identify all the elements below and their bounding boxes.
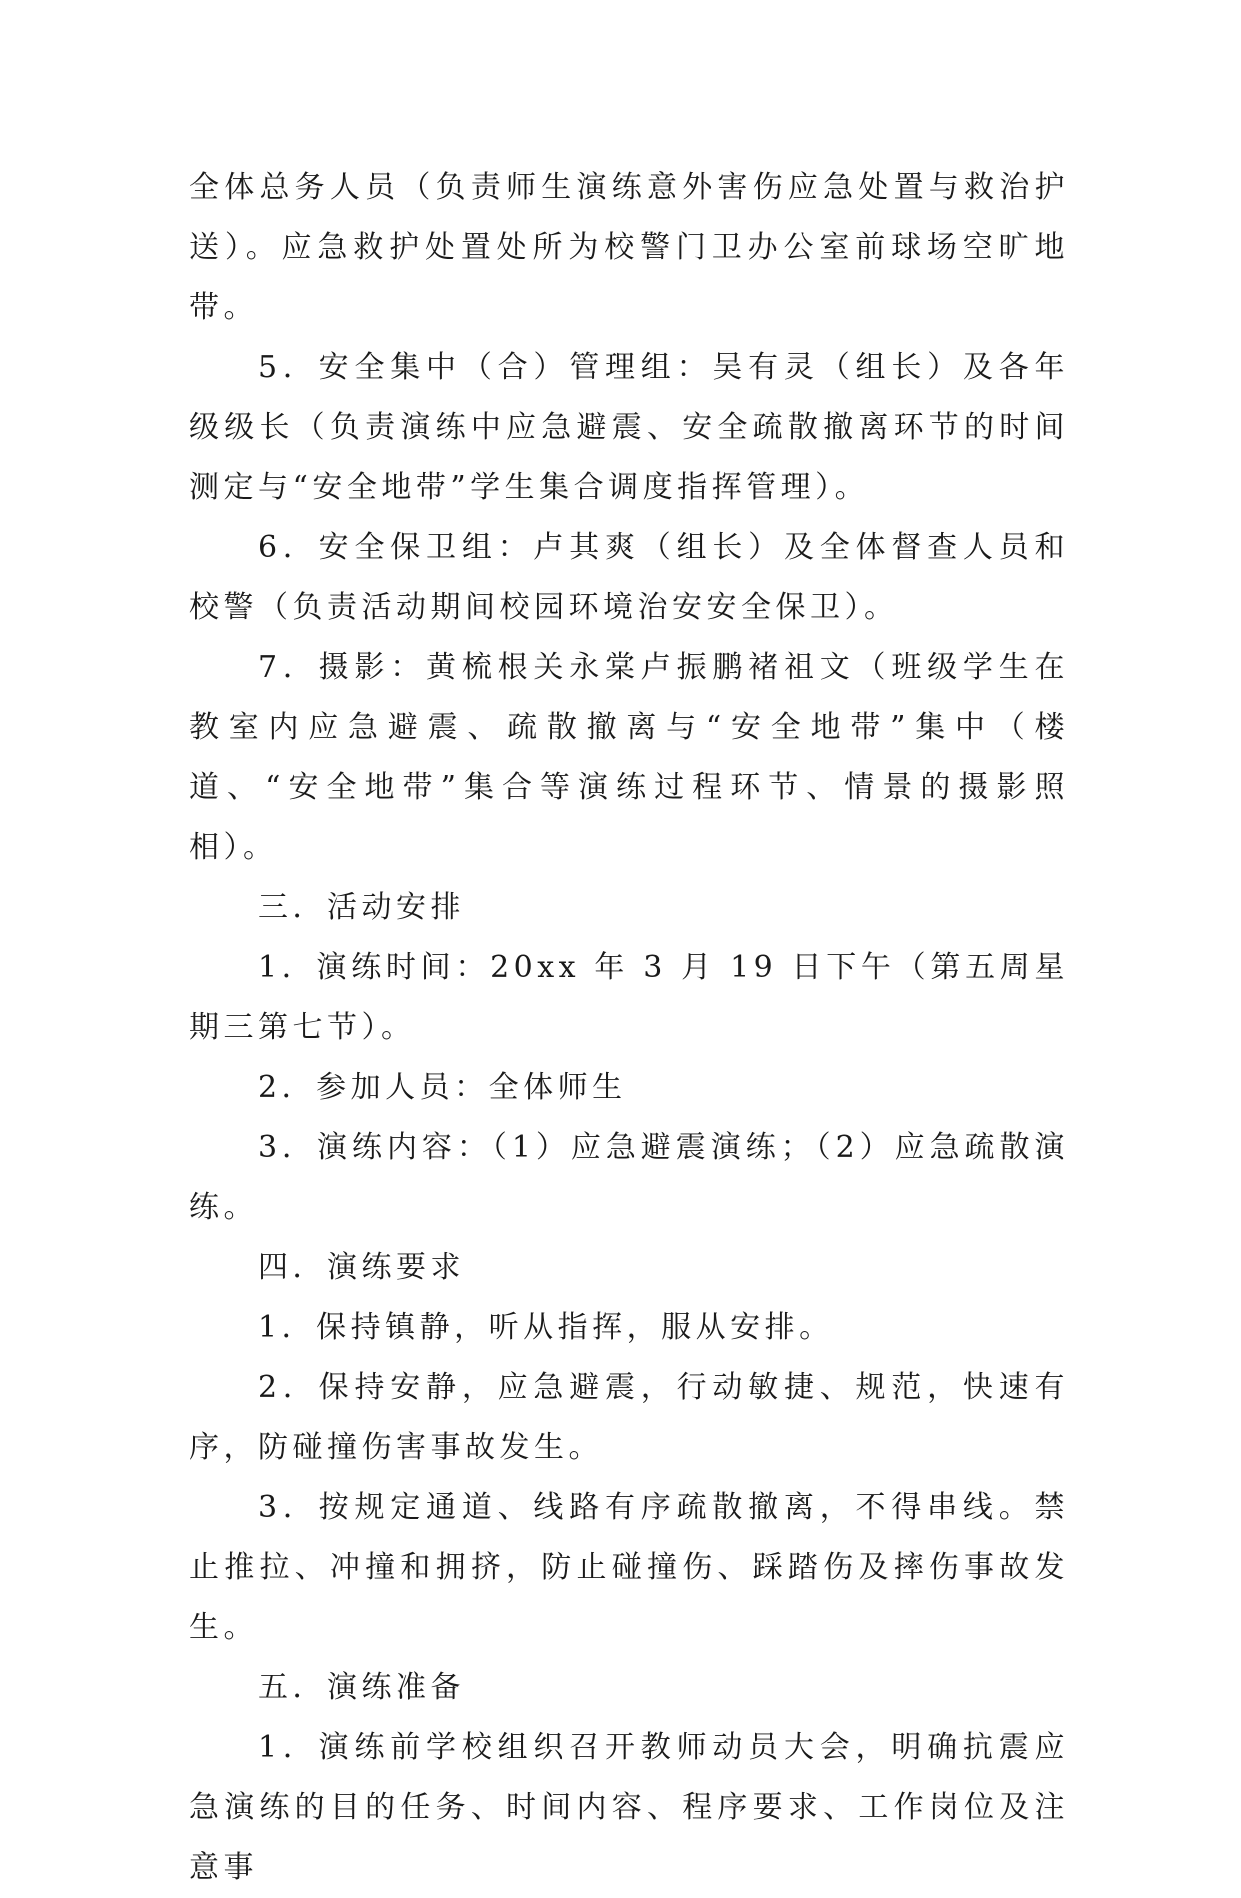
paragraph-general-affairs: 全体总务人员（负责师生演练意外害伤应急处置与救治护送）。应急救护处置处所为校警门卫办公室前球场空旷地带。 bbox=[189, 170, 1069, 325]
paragraph-drill-time: 1．演练时间：20xx 年 3 月 19 日下午（第五周星期三第七节）。 bbox=[189, 950, 1069, 1045]
paragraph-requirement-2: 2．保持安静，应急避震，行动敏捷、规范，快速有序，防碰撞伤害事故发生。 bbox=[189, 1370, 1069, 1465]
section-heading-activity-arrangement: 三．活动安排 bbox=[258, 890, 465, 925]
paragraph-preparation-1: 1．演练前学校组织召开教师动员大会，明确抗震应急演练的目的任务、时间内容、程序要求、工作岗位及注意事 bbox=[189, 1730, 1069, 1885]
section-heading-drill-preparation: 五．演练准备 bbox=[258, 1670, 465, 1705]
paragraph-requirement-3: 3．按规定通道、线路有序疏散撤离，不得串线。禁止推拉、冲撞和拥挤，防止碰撞伤、踩踏伤及摔伤事故发生。 bbox=[189, 1490, 1069, 1645]
paragraph-participants: 2．参加人员：全体师生 bbox=[258, 1070, 627, 1105]
paragraph-assembly-management: 5．安全集中（合）管理组：吴有灵（组长）及各年级级长（负责演练中应急避震、安全疏散撤离环节的时间测定与“安全地带”学生集合调度指挥管理）。 bbox=[189, 350, 1069, 505]
document-body bbox=[189, 158, 1069, 1898]
paragraph-drill-content: 3．演练内容：（1）应急避震演练；（2）应急疏散演练。 bbox=[189, 1130, 1069, 1225]
paragraph-photography: 7．摄影：黄梳根关永棠卢振鹏褚祖文（班级学生在教室内应急避震、疏散撤离与“安全地带”集中（楼道、“安全地带”集合等演练过程环节、情景的摄影照相）。 bbox=[189, 650, 1069, 865]
paragraph-requirement-1: 1．保持镇静，听从指挥，服从安排。 bbox=[258, 1310, 834, 1345]
section-heading-drill-requirements: 四．演练要求 bbox=[258, 1250, 465, 1285]
paragraph-security-group: 6．安全保卫组：卢其爽（组长）及全体督查人员和校警（负责活动期间校园环境治安安全保卫）。 bbox=[189, 530, 1069, 625]
